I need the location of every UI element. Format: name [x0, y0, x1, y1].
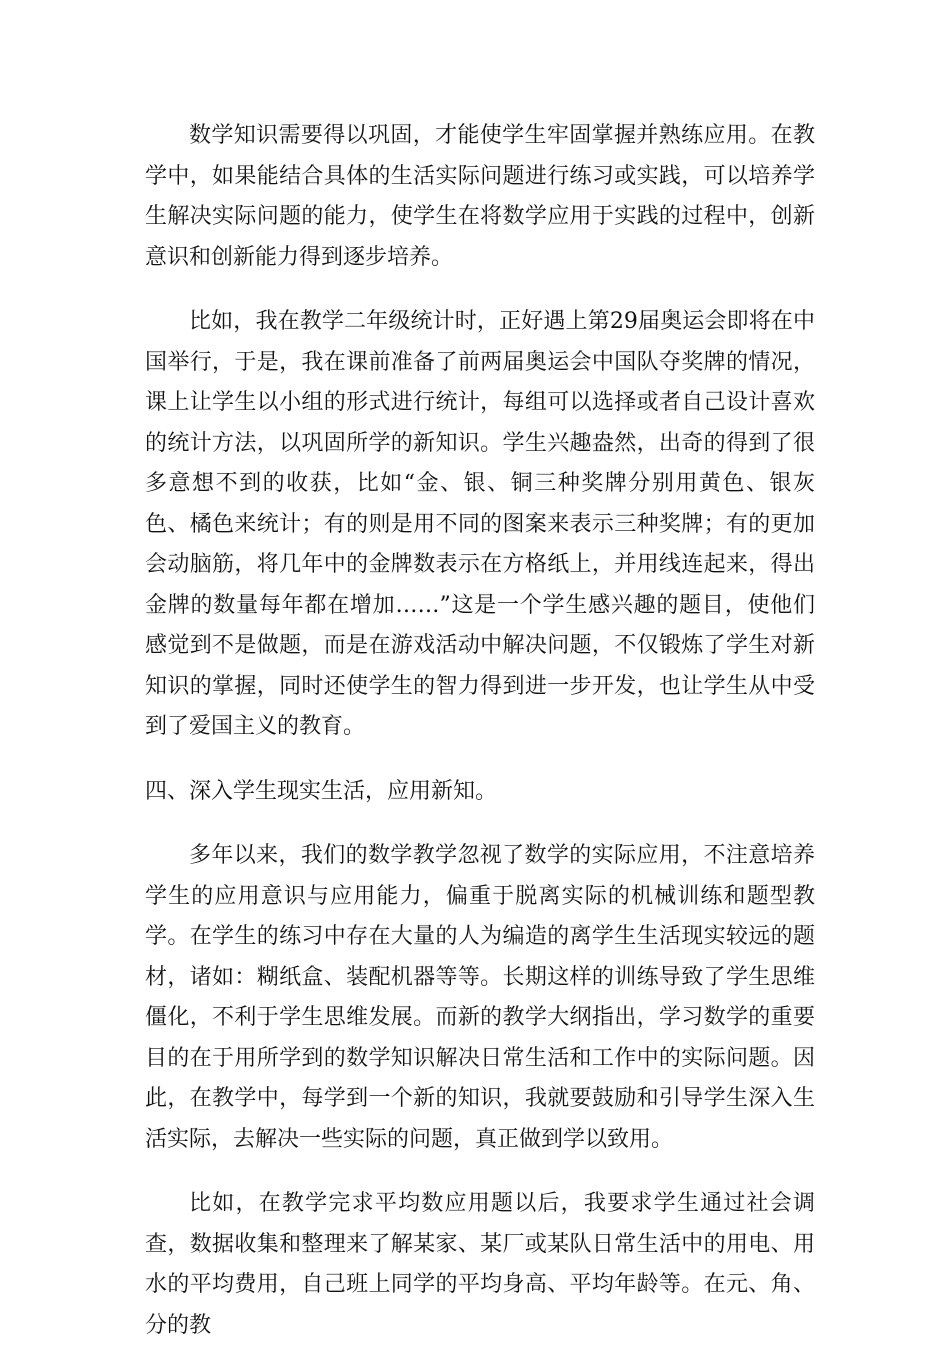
- paragraph-olympic-statistics-example: 比如，我在教学二年级统计时，正好遇上第29届奥运会即将在中国举行，于是，我在课前准备了前两届奥运会中国队夺奖牌的情况，课上让学生以小组的形式进行统计，每组可以选择或者自己设计喜欢的统计方法，以巩固所学的新知识。学生兴趣盎然，出奇的得到了很多意想不到的收获，比如“金、银、铜三种奖牌分别用黄色、银灰色、橘色来统计；有的则是用不同的图案来表示三种奖牌；有的更加会动脑筋，将几年中的金牌数表示在方格纸上，并用线连起来，得出金牌的数量每年都在增加……”这是一个学生感兴趣的题目，使他们感觉到不是做题，而是在游戏活动中解决问题，不仅锻炼了学生对新知识的掌握，同时还使学生的智力得到进一步开发，也让学生从中受到了爱国主义的教育。: [145, 309, 815, 739]
- paragraph-real-life-application: 多年以来，我们的数学教学忽视了数学的实际应用，不注意培养学生的应用意识与应用能力，偏重于脱离实际的机械训练和题型教学。在学生的练习中存在大量的人为编造的离学生生活现实较远的题材，诸如：糊纸盒、装配机器等等。长期这样的训练导致了学生思维僵化，不利于学生思维发展。而新的教学大纲指出，学习数学的重要目的在于用所学到的数学知识解决日常生活和工作中的实际问题。因此，在教学中，每学到一个新的知识，我就要鼓励和引导学生深入生活实际，去解决一些实际的问题，真正做到学以致用。: [145, 843, 815, 1152]
- document-body: [145, 116, 815, 1370]
- paragraph-average-example: 比如，在教学完求平均数应用题以后，我要求学生通过社会调查，数据收集和整理来了解某家、某厂或某队日常生活中的用电、用水的平均费用，自己班上同学的平均身高、平均年龄等。在元、角、分的教: [145, 1191, 815, 1338]
- paragraph-consolidate-knowledge: 数学知识需要得以巩固，才能使学生牢固掌握并熟练应用。在教学中，如果能结合具体的生活实际问题进行练习或实践，可以培养学生解决实际问题的能力，使学生在将数学应用于实践的过程中，创新意识和创新能力得到逐步培养。: [145, 123, 815, 270]
- section-heading: 四、深入学生现实生活，应用新知。: [145, 778, 498, 804]
